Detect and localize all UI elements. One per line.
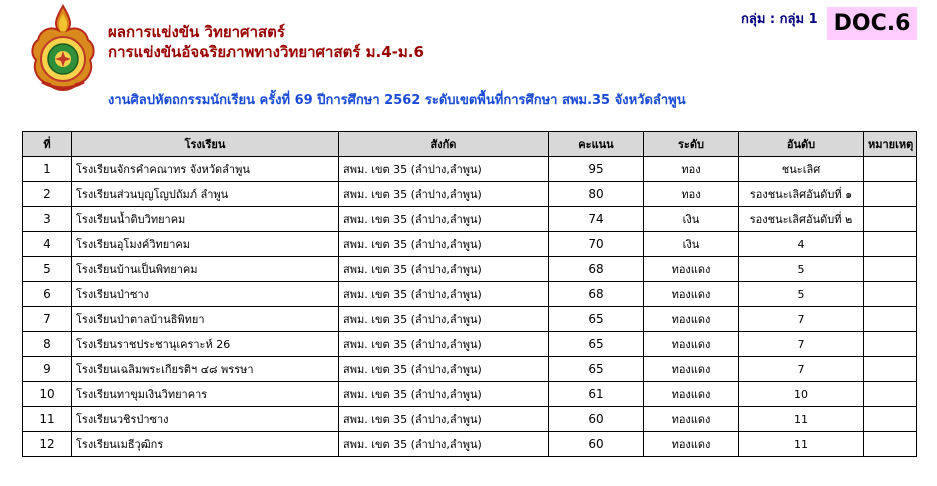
cell-no: 10 <box>23 382 72 407</box>
column-header-affiliation: สังกัด <box>339 132 549 157</box>
table-row <box>23 232 917 257</box>
cell-level: ทองแดง <box>644 257 739 282</box>
table-row <box>23 282 917 307</box>
cell-no: 7 <box>23 307 72 332</box>
cell-level: เงิน <box>644 207 739 232</box>
column-header-rank: อันดับ <box>739 132 864 157</box>
cell-school: โรงเรียนป่าซาง <box>72 282 339 307</box>
cell-affiliation: สพม. เขต 35 (ลำปาง,ลำพูน) <box>339 432 549 457</box>
cell-score: 68 <box>549 282 644 307</box>
doc-badge: DOC.6 <box>827 7 917 40</box>
group-label: กลุ่ม : กลุ่ม 1 <box>741 12 818 27</box>
cell-score: 80 <box>549 182 644 207</box>
cell-no: 9 <box>23 357 72 382</box>
table-row <box>23 332 917 357</box>
table-row <box>23 382 917 407</box>
cell-note <box>864 357 917 382</box>
cell-level: ทองแดง <box>644 307 739 332</box>
cell-note <box>864 432 917 457</box>
competition-title: การแข่งขันอัจฉริยภาพทางวิทยาศาสตร์ ม.4-ม.6 <box>108 43 424 61</box>
table-row <box>23 257 917 282</box>
cell-level: ทองแดง <box>644 282 739 307</box>
cell-rank: 11 <box>739 407 864 432</box>
column-header-note: หมายเหตุ <box>864 132 917 157</box>
cell-score: 65 <box>549 357 644 382</box>
table-row <box>23 157 917 182</box>
cell-rank: รองชนะเลิศอันดับที่ ๒ <box>739 207 864 232</box>
cell-affiliation: สพม. เขต 35 (ลำปาง,ลำพูน) <box>339 382 549 407</box>
table-row <box>23 182 917 207</box>
cell-rank: รองชนะเลิศอันดับที่ ๑ <box>739 182 864 207</box>
column-header-level: ระดับ <box>644 132 739 157</box>
table-row <box>23 432 917 457</box>
cell-affiliation: สพม. เขต 35 (ลำปาง,ลำพูน) <box>339 207 549 232</box>
cell-school: โรงเรียนทาขุมเงินวิทยาคาร <box>72 382 339 407</box>
cell-score: 70 <box>549 232 644 257</box>
cell-level: เงิน <box>644 232 739 257</box>
cell-affiliation: สพม. เขต 35 (ลำปาง,ลำพูน) <box>339 282 549 307</box>
cell-rank: 7 <box>739 307 864 332</box>
table-row <box>23 357 917 382</box>
results-table <box>22 131 917 457</box>
cell-rank: 5 <box>739 282 864 307</box>
cell-level: ทอง <box>644 157 739 182</box>
cell-affiliation: สพม. เขต 35 (ลำปาง,ลำพูน) <box>339 332 549 357</box>
cell-no: 11 <box>23 407 72 432</box>
cell-school: โรงเรียนจักรคำคณาทร จังหวัดลำพูน <box>72 157 339 182</box>
cell-no: 8 <box>23 332 72 357</box>
table-row <box>23 307 917 332</box>
cell-score: 60 <box>549 432 644 457</box>
cell-no: 4 <box>23 232 72 257</box>
cell-school: โรงเรียนราชประชานุเคราะห์ 26 <box>72 332 339 357</box>
cell-affiliation: สพม. เขต 35 (ลำปาง,ลำพูน) <box>339 307 549 332</box>
cell-school: โรงเรียนน้ำดิบวิทยาคม <box>72 207 339 232</box>
table-row <box>23 407 917 432</box>
table-header-row <box>23 132 917 157</box>
cell-school: โรงเรียนป่าตาลบ้านธิพิทยา <box>72 307 339 332</box>
cell-no: 6 <box>23 282 72 307</box>
cell-no: 12 <box>23 432 72 457</box>
cell-score: 74 <box>549 207 644 232</box>
cell-note <box>864 232 917 257</box>
cell-rank: 4 <box>739 232 864 257</box>
cell-school: โรงเรียนเมธีวุฒิกร <box>72 432 339 457</box>
column-header-no: ที่ <box>23 132 72 157</box>
cell-note <box>864 157 917 182</box>
cell-note <box>864 257 917 282</box>
column-header-school: โรงเรียน <box>72 132 339 157</box>
page-title: ผลการแข่งขัน วิทยาศาสตร์ <box>108 23 285 41</box>
cell-score: 95 <box>549 157 644 182</box>
cell-school: โรงเรียนส่วนบุญโญปถัมภ์ ลำพูน <box>72 182 339 207</box>
cell-affiliation: สพม. เขต 35 (ลำปาง,ลำพูน) <box>339 232 549 257</box>
cell-school: โรงเรียนอุโมงค์วิทยาคม <box>72 232 339 257</box>
cell-note <box>864 382 917 407</box>
cell-no: 2 <box>23 182 72 207</box>
column-header-score: คะแนน <box>549 132 644 157</box>
cell-score: 68 <box>549 257 644 282</box>
cell-affiliation: สพม. เขต 35 (ลำปาง,ลำพูน) <box>339 182 549 207</box>
cell-school: โรงเรียนบ้านเป็นพิทยาคม <box>72 257 339 282</box>
cell-school: โรงเรียนวชิรป่าซาง <box>72 407 339 432</box>
cell-score: 65 <box>549 332 644 357</box>
school-emblem-logo <box>28 4 98 96</box>
cell-rank: 7 <box>739 357 864 382</box>
cell-level: ทองแดง <box>644 357 739 382</box>
cell-note <box>864 282 917 307</box>
cell-level: ทองแดง <box>644 407 739 432</box>
event-subtitle: งานศิลปหัตถกรรมนักเรียน ครั้งที่ 69 ปีการศึกษา 2562 ระดับเขตพื้นที่การศึกษา สพม.35 จังหวัดลำพูน <box>108 93 686 108</box>
cell-affiliation: สพม. เขต 35 (ลำปาง,ลำพูน) <box>339 357 549 382</box>
cell-no: 3 <box>23 207 72 232</box>
cell-score: 65 <box>549 307 644 332</box>
cell-level: ทองแดง <box>644 382 739 407</box>
cell-no: 1 <box>23 157 72 182</box>
cell-note <box>864 307 917 332</box>
cell-rank: 7 <box>739 332 864 357</box>
cell-rank: 10 <box>739 382 864 407</box>
cell-affiliation: สพม. เขต 35 (ลำปาง,ลำพูน) <box>339 407 549 432</box>
cell-affiliation: สพม. เขต 35 (ลำปาง,ลำพูน) <box>339 257 549 282</box>
cell-note <box>864 332 917 357</box>
cell-school: โรงเรียนเฉลิมพระเกียรติฯ ๔๘ พรรษา <box>72 357 339 382</box>
cell-note <box>864 207 917 232</box>
cell-score: 61 <box>549 382 644 407</box>
cell-level: ทอง <box>644 182 739 207</box>
cell-rank: 5 <box>739 257 864 282</box>
cell-score: 60 <box>549 407 644 432</box>
cell-no: 5 <box>23 257 72 282</box>
cell-level: ทองแดง <box>644 332 739 357</box>
cell-level: ทองแดง <box>644 432 739 457</box>
cell-note <box>864 407 917 432</box>
cell-affiliation: สพม. เขต 35 (ลำปาง,ลำพูน) <box>339 157 549 182</box>
cell-rank: ชนะเลิศ <box>739 157 864 182</box>
table-row <box>23 207 917 232</box>
cell-rank: 11 <box>739 432 864 457</box>
cell-note <box>864 182 917 207</box>
